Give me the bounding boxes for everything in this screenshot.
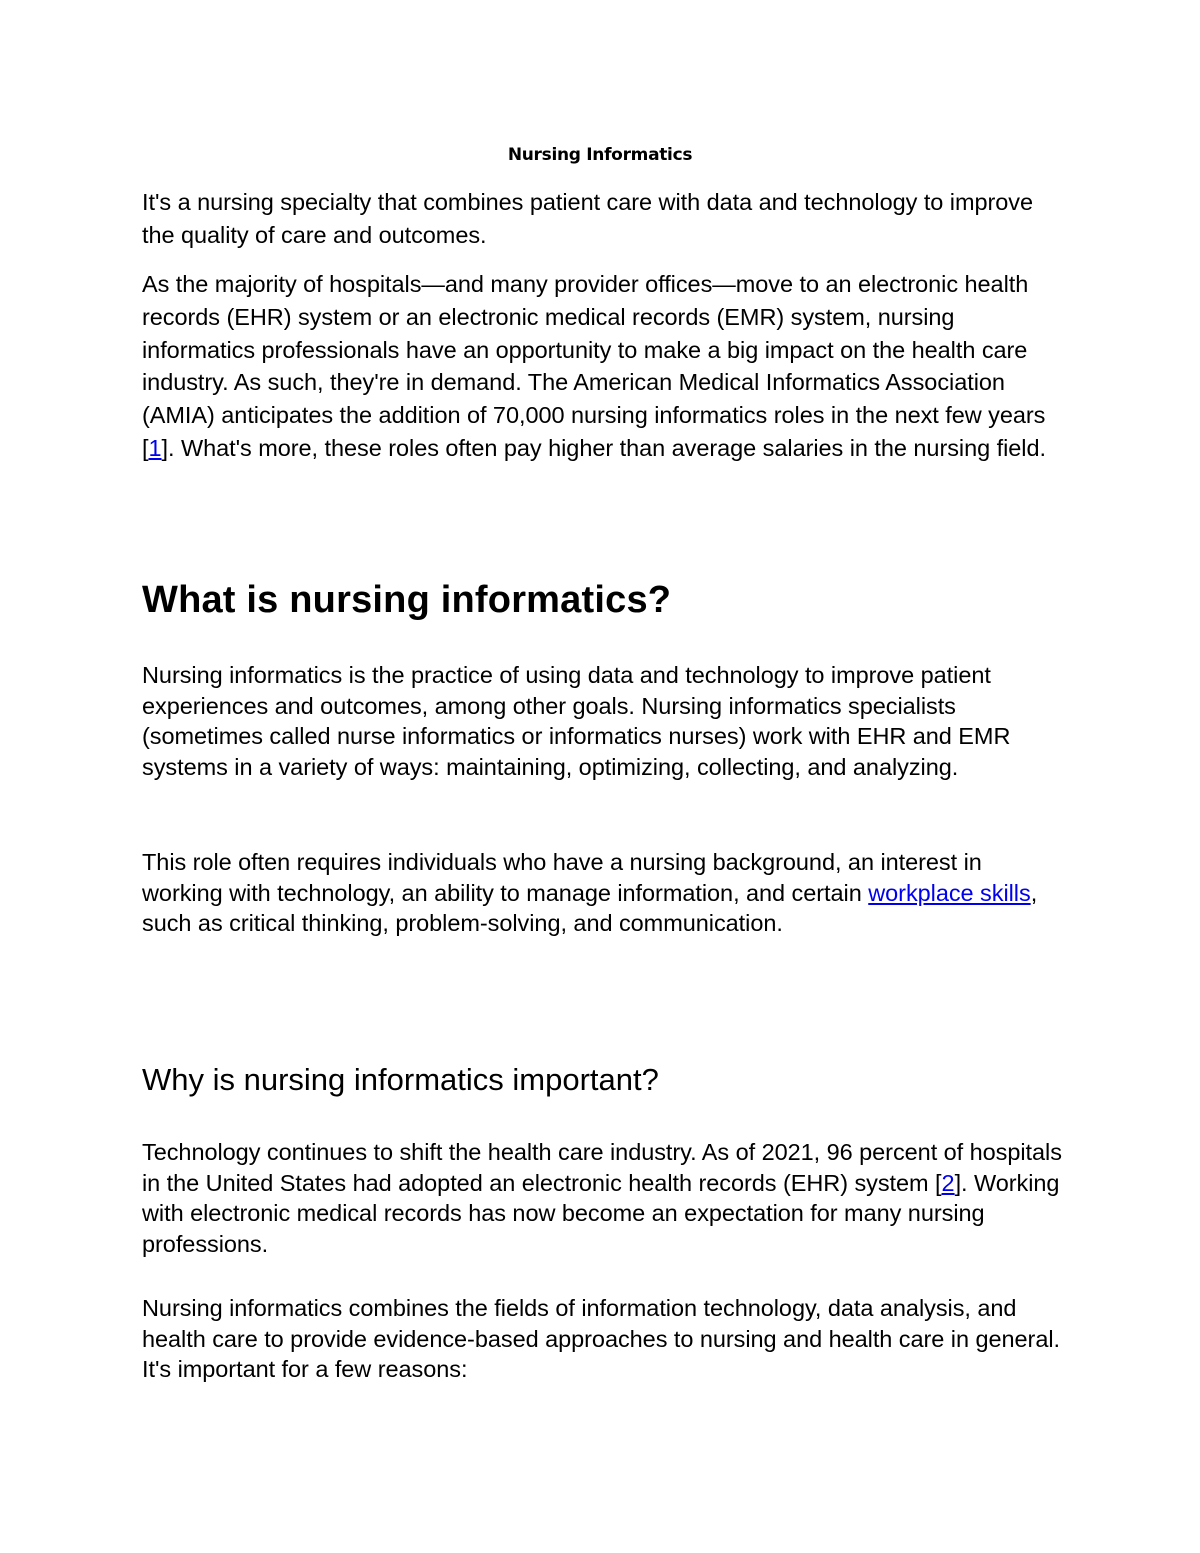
- section1-paragraph-1-text: Nursing informatics is the practice of using data and technology to improve patient experiences and outcomes, among other goals. Nursing informatics specialists (sometimes called nurse informatics or informatics nurses) work with EHR and EMR systems in a variety of ways: maintaining, optimizing, collecting, and analyzing.: [142, 662, 1011, 780]
- reference-link-2[interactable]: 2: [941, 1169, 955, 1196]
- intro-paragraph-2-text-start: As the majority of hospitals—and many provider offices—move to an electronic health records (EHR) system or an electronic medical records (EMR) system, nursing informatics professionals have an opportunity to make a big impact on the health care industry. As such, they're in demand. The American Medical Informatics Association (AMIA) anticipates the addition of 70,000 nursing informatics roles in the next few years [: [142, 271, 1046, 461]
- workplace-skills-link[interactable]: workplace skills: [868, 879, 1031, 906]
- intro-paragraph-2-text-end: ]. What's more, these roles often pay higher than average salaries in the nursing field.: [161, 434, 1046, 461]
- section1-paragraph-2-text-start: This role often requires individuals who have a nursing background, an interest in working with technology, an ability to manage information, and certain: [142, 849, 982, 906]
- section1-paragraph-2-text-end: , such as critical thinking, problem-solving, and communication.: [142, 879, 1038, 937]
- reference-link-1[interactable]: 1: [148, 434, 162, 461]
- section2-paragraph-2: [142, 1293, 1067, 1385]
- intro-paragraph-2: [142, 268, 1067, 465]
- section2-paragraph-1-text-end: ]. Working with electronic medical records has now become an expectation for many nursing professions.: [142, 1169, 1060, 1257]
- intro-paragraph-1: [142, 186, 1067, 252]
- section-heading-what-is: What is nursing informatics?: [142, 579, 672, 621]
- intro-paragraph-1-text: It's a nursing specialty that combines patient care with data and technology to improve the quality of care and outcomes.: [142, 189, 1034, 248]
- section1-paragraph-1: [142, 660, 1067, 782]
- section2-paragraph-2-text: Nursing informatics combines the fields of information technology, data analysis, and health care to provide evidence-based approaches to nursing and health care in general. It's important for a few reasons:: [142, 1295, 1060, 1383]
- section1-paragraph-2: [142, 847, 1067, 939]
- section2-paragraph-1: [142, 1137, 1067, 1259]
- section-heading-why-important: Why is nursing informatics important?: [142, 1062, 659, 1097]
- section2-paragraph-1-text-start: Technology continues to shift the health care industry. As of 2021, 96 percent of hospitals in the United States had adopted an electronic health records (EHR) system [: [142, 1139, 1062, 1196]
- document-title: Nursing Informatics: [507, 145, 693, 165]
